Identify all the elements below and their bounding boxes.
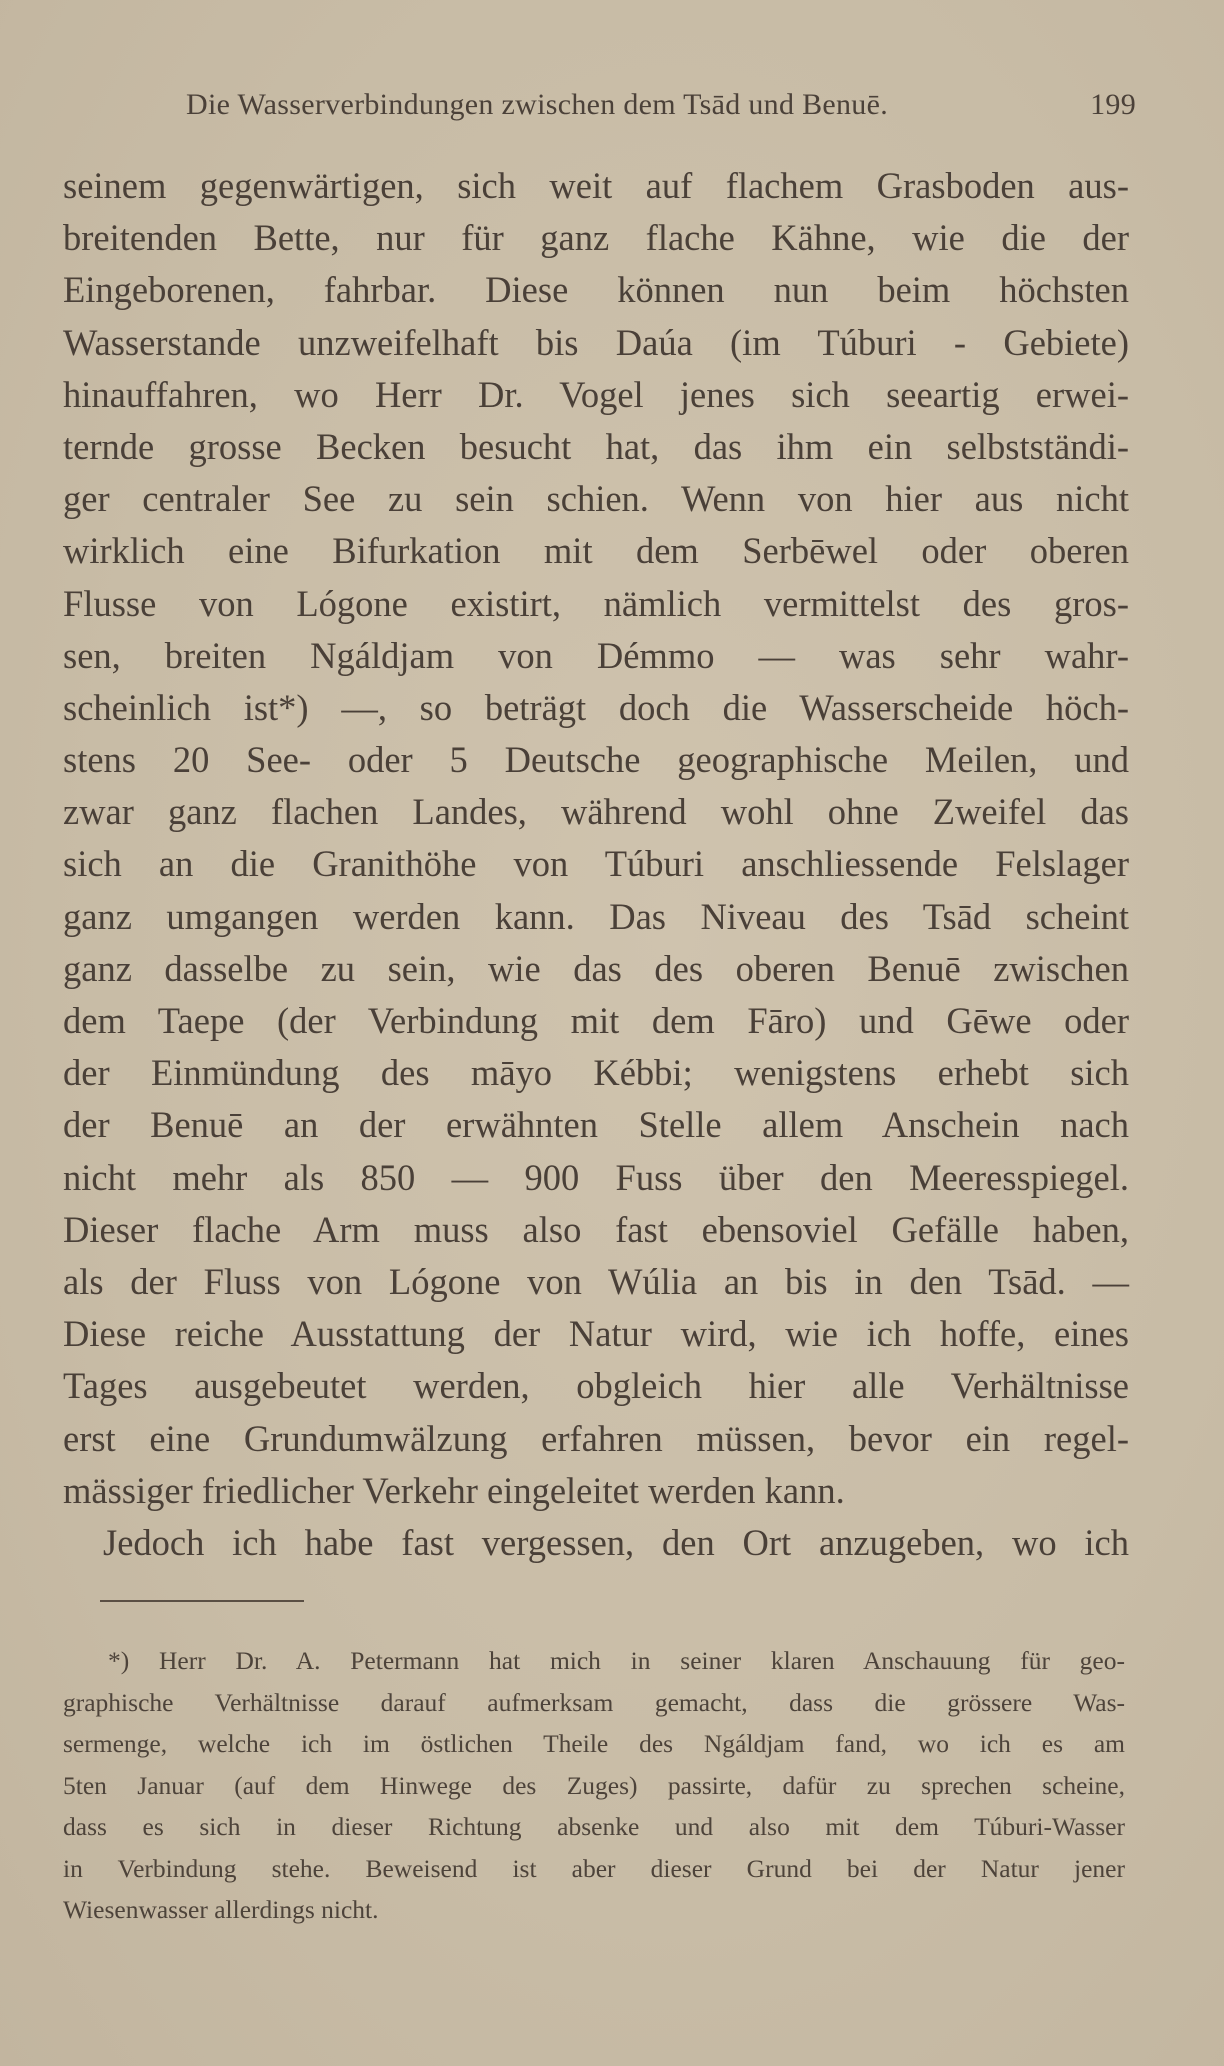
running-title: Die Wasserverbindungen zwischen dem Tsād und Benuē. [186,88,889,121]
footnote-line: sermenge, welche ich im östlichen Theile des Ngáldjam fand, wo ich es am [63,1729,1125,1758]
text-line: ternde grosse Becken besucht hat, das ihm ein selbstständi- [63,425,1129,467]
footnote-line: dass es sich in dieser Richtung absenke und also mit dem Túburi-Wasser [63,1812,1125,1841]
footnote-line: graphische Verhältnisse darauf aufmerksam gemacht, dass die grössere Was- [63,1687,1125,1717]
footnote-divider [100,1600,304,1602]
text-line: stens 20 See- oder 5 Deutsche geographische Meilen, und [63,739,1129,781]
footnote-line: in Verbindung stehe. Beweisend ist aber dieser Grund bei der Natur jener [63,1853,1125,1883]
text-line: der Einmündung des māyo Kébbi; wenigstens erhebt sich [63,1052,1129,1094]
text-line: breitenden Bette, nur für ganz flache Kähne, wie die der [63,217,1129,259]
text-line: zwar ganz flachen Landes, während wohl ohne Zweifel das [63,791,1129,833]
text-line: als der Fluss von Lógone von Wúlia an bis in den Tsād. — [63,1260,1129,1302]
footnote-line: *) Herr Dr. A. Petermann hat mich in seiner klaren Anschauung für geo- [108,1646,1125,1675]
page-number: 199 [1090,88,1136,121]
text-line: Diese reiche Ausstattung der Natur wird, wie ich hoffe, eines [63,1313,1129,1355]
running-header [186,88,1136,128]
text-line: ger centraler See zu sein schien. Wenn von hier aus nicht [63,478,1129,520]
text-line: sen, breiten Ngáldjam von Démmo — was sehr wahr- [63,634,1129,676]
text-line: Jedoch ich habe fast vergessen, den Ort anzugeben, wo ich [103,1521,1129,1563]
text-line: ganz dasselbe zu sein, wie das des oberen Benuē zwischen [63,947,1129,989]
text-line: sich an die Granithöhe von Túburi anschliessende Felslager [63,843,1129,885]
text-line: seinem gegenwärtigen, sich weit auf flachem Grasboden aus- [63,165,1129,206]
text-line: Tages ausgebeutet werden, obgleich hier alle Verhältnisse [63,1365,1129,1407]
text-line: der Benuē an der erwähnten Stelle allem Anschein nach [63,1104,1129,1146]
footnote-line: Wiesenwasser allerdings nicht. [63,1895,379,1924]
text-line: nicht mehr als 850 — 900 Fuss über den Meeresspiegel. [63,1156,1129,1198]
footnote-line: 5ten Januar (auf dem Hinwege des Zuges) passirte, dafür zu sprechen scheine, [63,1770,1125,1800]
text-line: dem Taepe (der Verbindung mit dem Fāro) und Gēwe oder [63,1000,1129,1041]
text-line: ganz umgangen werden kann. Das Niveau des Tsād scheint [63,895,1129,937]
text-line: erst eine Grundumwälzung erfahren müssen, bevor ein regel- [63,1417,1129,1459]
text-line: scheinlich ist*) —, so beträgt doch die Wasserscheide höch- [63,686,1129,728]
text-line: Wasserstande unzweifelhaft bis Daúa (im Túburi - Gebiete) [63,321,1129,363]
footnote [63,1640,1125,1931]
text-line: Dieser flache Arm muss also fast ebensoviel Gefälle haben, [63,1208,1129,1250]
text-line: hinauffahren, wo Herr Dr. Vogel jenes sich seeartig erwei- [63,373,1129,415]
main-text [63,160,1129,1569]
text-line: wirklich eine Bifurkation mit dem Serbēwel oder oberen [63,530,1129,572]
text-line: Flusse von Lógone existirt, nämlich vermittelst des gros- [63,582,1129,624]
text-line: mässiger friedlicher Verkehr eingeleitet werden kann. [63,1469,845,1511]
text-line: Eingeborenen, fahrbar. Diese können nun beim höchsten [63,269,1129,311]
